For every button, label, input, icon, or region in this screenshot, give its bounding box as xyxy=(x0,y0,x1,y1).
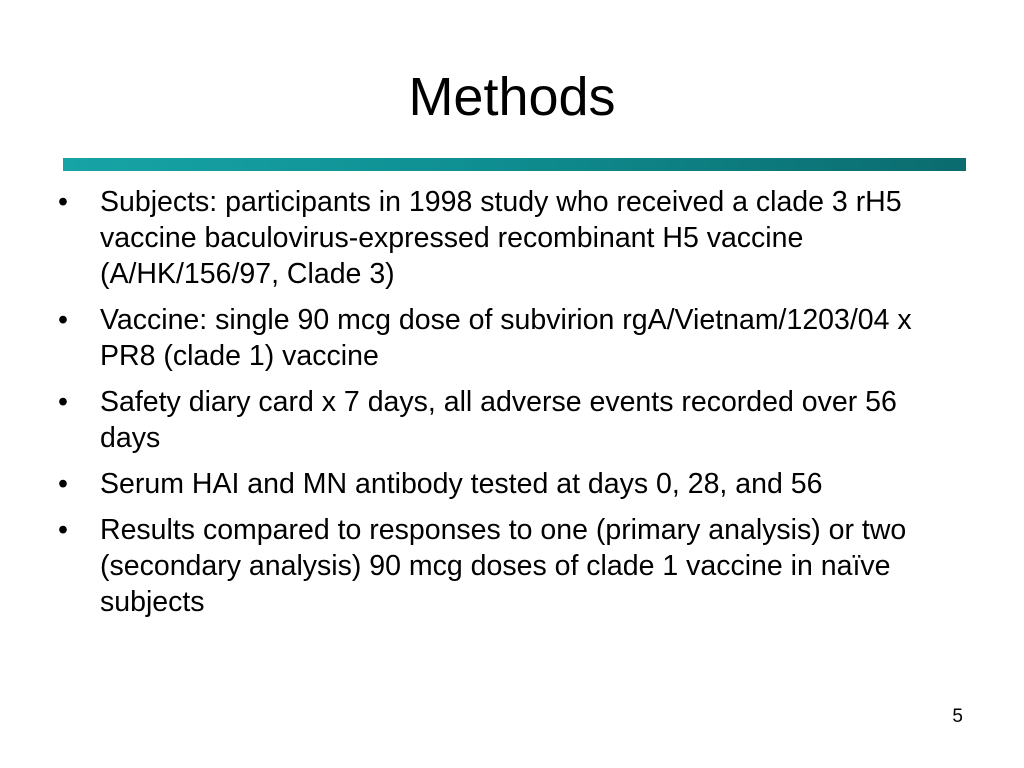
bullet-icon: • xyxy=(58,468,68,500)
title-divider xyxy=(63,158,966,171)
bullet-icon: • xyxy=(58,304,68,336)
bullet-item xyxy=(58,384,958,456)
slide-title: Methods xyxy=(408,67,616,127)
bullet-text: Vaccine: single 90 mcg dose of subvirion rgA/Vietnam/1203/04 x PR8 (clade 1) vaccine xyxy=(100,304,912,372)
bullet-icon: • xyxy=(58,514,68,546)
bullet-text: Serum HAI and MN antibody tested at days 0, 28, and 56 xyxy=(100,468,823,500)
bullet-text: Subjects: participants in 1998 study who received a clade 3 rH5 vaccine baculovirus-expressed recombinant H5 vaccine (A/HK/156/97, Clade 3) xyxy=(100,186,902,290)
bullet-item xyxy=(58,184,958,292)
bullet-icon: • xyxy=(58,186,68,218)
bullet-text: Results compared to responses to one (primary analysis) or two (secondary analysis) 90 mcg doses of clade 1 vaccine in naïve subjects xyxy=(100,514,907,618)
bullet-item xyxy=(58,302,958,374)
bullet-item xyxy=(58,512,958,620)
slide-number: 5 xyxy=(952,706,963,727)
bullet-item xyxy=(58,466,958,502)
bullet-list xyxy=(58,184,958,630)
bullet-icon: • xyxy=(58,386,68,418)
bullet-text: Safety diary card x 7 days, all adverse events recorded over 56 days xyxy=(100,386,897,454)
